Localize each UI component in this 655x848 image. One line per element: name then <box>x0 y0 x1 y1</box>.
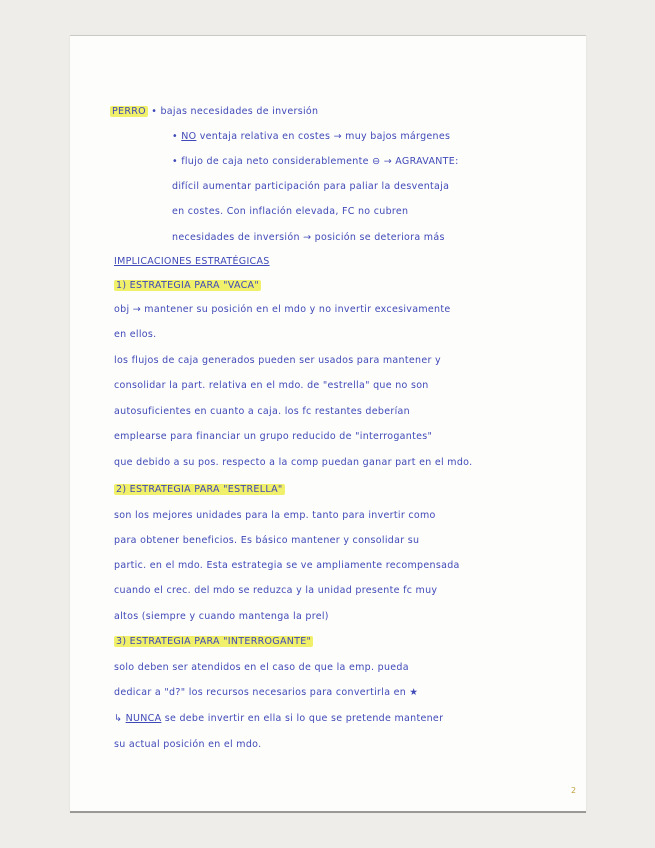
section-2-line-3: partic. en el mdo. Esta estrategia se ve ampliamente recompensada <box>114 560 460 571</box>
page-number: 2 <box>571 786 577 795</box>
perro-bullet-3-cont-2: en costes. Con inflación elevada, FC no cubren <box>172 206 409 217</box>
section-3-line-4: su actual posición en el mdo. <box>114 739 262 750</box>
arrow-prefix: ↳ <box>114 713 126 724</box>
section-2-line-5: altos (siempre y cuando mantenga la prel) <box>114 611 329 622</box>
section-3-line-3-text: se debe invertir en ella si lo que se pretende mantener <box>161 713 444 724</box>
perro-line <box>110 106 318 118</box>
section-1-title-text: 1) ESTRATEGIA PARA "VACA" <box>116 280 260 291</box>
perro-bullet-2 <box>172 131 450 143</box>
section-2-line-1: son los mejores unidades para la emp. tanto para invertir como <box>114 510 436 521</box>
section-2-title <box>114 484 285 496</box>
perro-bullet-3-cont-3: necesidades de inversión → posición se deteriora más <box>172 232 445 243</box>
section-3-line-2: dedicar a "d?" los recursos necesarios para convertirla en ★ <box>114 687 419 698</box>
section-3-line-3 <box>114 713 443 725</box>
section-1-title <box>114 280 261 292</box>
page-bottom-edge <box>70 811 586 813</box>
perro-label: PERRO <box>112 106 146 117</box>
perro-bullet-1: • bajas necesidades de inversión <box>151 106 319 117</box>
page-top-edge <box>70 35 586 36</box>
section-1-line-7: que debido a su pos. respecto a la comp puedan ganar part en el mdo. <box>114 457 473 468</box>
perro-no-word: NO <box>181 131 197 142</box>
section-1-line-5: autosuficientes en cuanto a caja. los fc restantes deberían <box>114 406 410 417</box>
section-3-title <box>114 636 313 648</box>
perro-bullet-3-cont-1: difícil aumentar participación para paliar la desventaja <box>172 181 450 192</box>
implications-heading: IMPLICACIONES ESTRATÉGICAS <box>114 256 270 267</box>
section-2-title-text: 2) ESTRATEGIA PARA "ESTRELLA" <box>116 484 283 495</box>
perro-bullet-3: • flujo de caja neto considerablemente ⊖ → AGRAVANTE: <box>172 156 459 167</box>
section-2-line-2: para obtener beneficios. Es básico mantener y consolidar su <box>114 535 420 546</box>
section-2-line-4: cuando el crec. del mdo se reduzca y la unidad presente fc muy <box>114 585 438 596</box>
section-1-line-6: emplearse para financiar un grupo reducido de "interrogantes" <box>114 431 433 442</box>
nunca-word: NUNCA <box>125 713 162 724</box>
section-1-line-2: en ellos. <box>114 329 157 340</box>
section-1-line-1: obj → mantener su posición en el mdo y no invertir excesivamente <box>114 304 451 315</box>
perro-bullet-2-text: ventaja relativa en costes → muy bajos márgenes <box>196 131 451 142</box>
section-1-line-4: consolidar la part. relativa en el mdo. de "estrella" que no son <box>114 380 429 391</box>
section-1-line-3: los flujos de caja generados pueden ser usados para mantener y <box>114 355 441 366</box>
bullet-dot: • <box>172 131 182 142</box>
section-3-line-1: solo deben ser atendidos en el caso de que la emp. pueda <box>114 662 409 673</box>
section-3-title-text: 3) ESTRATEGIA PARA "INTERROGANTE" <box>116 636 312 647</box>
